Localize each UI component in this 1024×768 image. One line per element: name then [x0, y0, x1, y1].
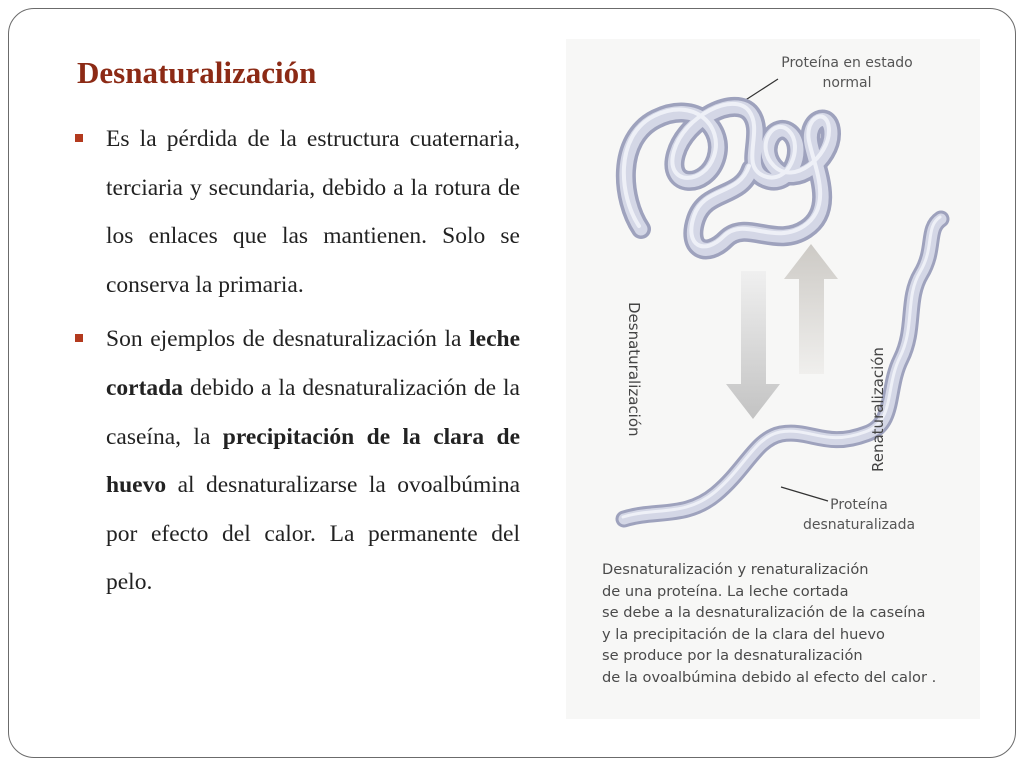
- caption-line: de la ovoalbúmina debido al efecto del calor .: [602, 668, 937, 686]
- folded-protein-shape: [624, 104, 831, 250]
- bullet-examples-bold-2: precipitación de la clara de huevo: [106, 423, 520, 499]
- label-denatured-protein: Proteína desnaturalizada: [802, 497, 916, 533]
- square-bullet-icon: [75, 334, 83, 342]
- bullet-item-examples: [75, 315, 520, 607]
- bullet-examples-text-3: al desnaturalizarse la ovoalbúmina por efecto del calor. La permanente del pelo.: [106, 472, 520, 596]
- caption-line: de una proteína. La leche cortada: [602, 582, 849, 600]
- bullet-item-definition: [75, 115, 520, 309]
- caption-line: y la precipitación de la clara del huevo: [602, 625, 885, 643]
- square-bullet-icon: [75, 134, 83, 142]
- label-normal-protein: Proteína en estado normal: [781, 55, 913, 91]
- denaturation-arrow: [726, 271, 780, 419]
- figure-caption: [602, 559, 974, 688]
- caption-line: se produce por la desnaturalización: [602, 647, 863, 664]
- bullet-examples-bold-1: leche cortada: [106, 326, 520, 401]
- slide: [8, 8, 1016, 758]
- bullet-examples-text-1: Son ejemplos de desnaturalización la: [106, 326, 470, 353]
- label-denaturation-arrow: Desnaturalización: [625, 302, 643, 437]
- bullet-list: [75, 115, 520, 613]
- label-renaturation-arrow: Renaturalización: [869, 347, 887, 472]
- caption-line: se debe a la desnaturalización de la caseína: [602, 604, 926, 621]
- renaturation-arrow: [784, 244, 838, 374]
- protein-figure: [566, 39, 980, 719]
- denatured-protein-shape: [623, 217, 941, 519]
- bullet-examples-text-2: debido a la desnaturalización de la caseína, la: [106, 374, 520, 450]
- bullet-definition-text: Es la pérdida de la estructura cuaternaria, terciaria y secundaria, debido a la rotura de los enlaces que las mantienen. Solo se conserva la primaria.: [106, 126, 520, 298]
- caption-line: Desnaturalización y renaturalización: [602, 561, 869, 578]
- slide-title: Desnaturalización: [77, 55, 317, 90]
